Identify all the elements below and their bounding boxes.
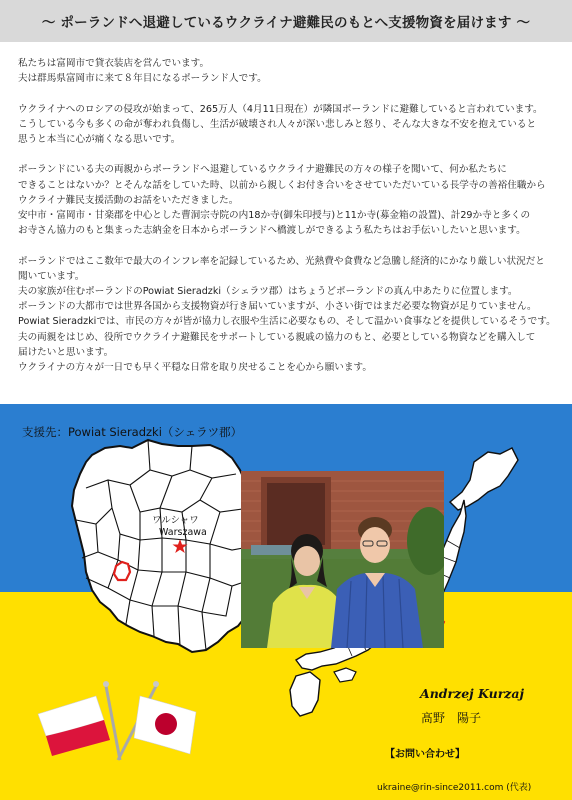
- name-yoko-takano: 髙野 陽子: [421, 711, 482, 725]
- text-line: 安中市・富岡市・甘楽郡を中心とした曹洞宗寺院の内18か寺(御朱印授与)と11か寺(募金箱の設置)、計29か寺と多くの: [18, 210, 531, 221]
- crossed-flags: [38, 681, 196, 760]
- text-line: ウクライナ難民支援活動のお話をいただきました。: [18, 194, 239, 206]
- text-line: ポーランドではここ数年で最大のインフレ率を記録しているため、光熱費や食費など急騰し経済的にかなり厳しい状況だと: [18, 255, 545, 267]
- poland-map: [72, 440, 256, 652]
- signature-andrzej: Andrzej Kurzaj: [420, 686, 525, 701]
- text-line: Powiat Sieradzkiでは、市民の方々が皆が協力し衣服や生活に必要なもの、そして温かい食事などを提供しているそうです。: [18, 316, 556, 328]
- sieradz-county-highlight: [114, 562, 130, 580]
- text-line: 夫の家族が住むポーランドのPowiat Sieradzki（シェラツ郡）はちょうどポーランドの真ん中あたりに位置します。: [18, 286, 518, 297]
- text-line: ポーランドにいる夫の両親からポーランドへ退避しているウクライナ避難民の方々の様子を聞いて、何か私たちに: [18, 164, 507, 176]
- text-line: 私たちは富岡市で貸衣装店を営んでいます。: [18, 58, 210, 69]
- text-line: 聞いています。: [18, 270, 85, 282]
- text-line: ウクライナへのロシアの侵攻が始まって、265万人（4月11日現在）が隣国ポーランドに避難していると言われています。: [18, 103, 543, 115]
- contact-label: 【お問い合わせ】: [385, 749, 465, 760]
- japan-flag-icon: [134, 696, 196, 754]
- capital-name-jp: ワルシャワ: [152, 515, 199, 526]
- text-line: ポーランドの大都市では世界各国から支援物資が行き届いていますが、小さい街ではまだ必要な物資が足りていません。: [18, 301, 537, 313]
- couple-photo-illustration: [241, 471, 444, 648]
- support-destination-label: 支援先：Powiat Sieradzki（シェラツ郡）: [22, 425, 243, 439]
- text-line: 夫の両親をはじめ、役所でウクライナ避難民をサポートしている親戚の協力のもと、必要としている物資などを購入して: [18, 331, 536, 343]
- couple-photo: [241, 471, 444, 648]
- text-line: 思うと本当に心が痛くなる思いです。: [18, 134, 181, 145]
- text-line: 届けたいと思います。: [18, 346, 114, 358]
- text-line: お寺さん協力のもと集まった志納金を日本からポーランドへ橋渡しができるよう私たちはお手伝いしたいと思います。: [18, 225, 526, 237]
- page-title: ～ ポーランドへ退避しているウクライナ避難民のもとへ支援物資を届けます ～: [41, 15, 531, 31]
- contact-email-link[interactable]: ukraine@rin-since2011.com (代表): [377, 783, 532, 793]
- poland-flag-icon: [38, 696, 110, 756]
- text-line: 夫は群馬県富岡市に来て８年目になるポーランド人です。: [18, 73, 267, 85]
- text-line: こうしている今も多くの命が奪われ負傷し、生活が破壊され人々が深い悲しみと怒り、そんな大きな不安を抱えていると: [18, 118, 537, 130]
- capital-name-en: Warszawa: [159, 527, 207, 538]
- text-line: できることはないか？とそんな話をしていた時、以前から親しくお付き合いをさせていただいている長学寺の善裕住職から: [18, 179, 546, 191]
- text-line: ウクライナの方々が一日でも早く平穏な日常を取り戻せることを心から願います。: [18, 362, 372, 374]
